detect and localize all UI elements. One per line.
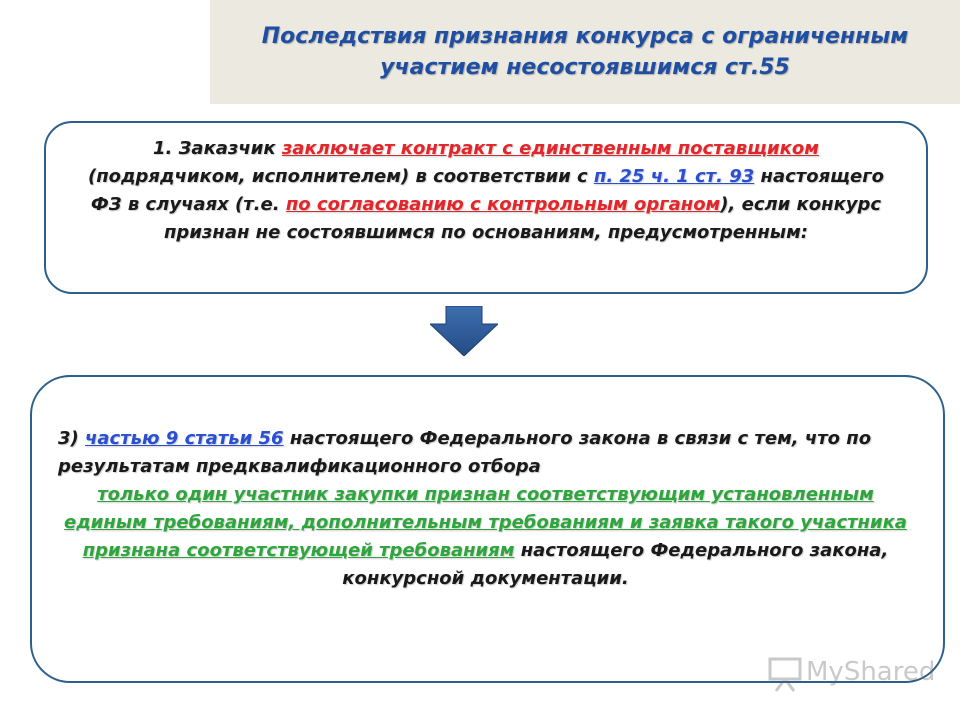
article-56-link[interactable]: частью 9 статьи 56 xyxy=(85,428,284,449)
single-supplier-contract-link[interactable]: заключает контракт с единственным поставщиком xyxy=(281,138,819,159)
single-participant-link[interactable]: только один участник закупки признан соответствующим установленным единым требованиям, дополнительным требованиям и заявка такого участника признана соответствующей требованиям xyxy=(64,484,907,561)
ground-intro-text xyxy=(58,425,913,481)
text-segment: 3) xyxy=(58,428,86,449)
text-segment: настоящего Федерального закона, конкурсной документации. xyxy=(342,540,889,589)
text-segment: настоящего Федерального закона в связи с тем, что по результатам предквалификационного отбора xyxy=(58,428,872,477)
presentation-board-icon xyxy=(768,657,802,693)
text-segment: ), если конкурс признан не состоявшимся по основаниям, предусмотренным: xyxy=(164,194,882,243)
page-title-line-1: Последствия признания конкурса с ограниченным xyxy=(261,24,909,49)
article-93-link[interactable]: п. 25 ч. 1 ст. 93 xyxy=(593,166,755,187)
consequence-text xyxy=(76,135,896,247)
ground-detail-text xyxy=(58,481,913,593)
watermark-text: MyShared xyxy=(806,657,936,687)
text-segment: (подрядчиком, исполнителем) в соответствии с xyxy=(87,166,594,187)
down-arrow-icon xyxy=(430,306,498,356)
control-body-agreement-link[interactable]: по согласованию с контрольным органом xyxy=(285,194,721,215)
title-banner xyxy=(210,0,960,104)
watermark xyxy=(768,655,936,695)
consequence-box xyxy=(44,121,928,294)
text-segment: настоящего ФЗ в случаях (т.е. xyxy=(90,166,885,215)
ground-box xyxy=(30,375,945,683)
text-segment: 1. Заказчик xyxy=(153,138,282,159)
page-title-line-2: участием несостоявшимся ст.55 xyxy=(380,55,790,80)
